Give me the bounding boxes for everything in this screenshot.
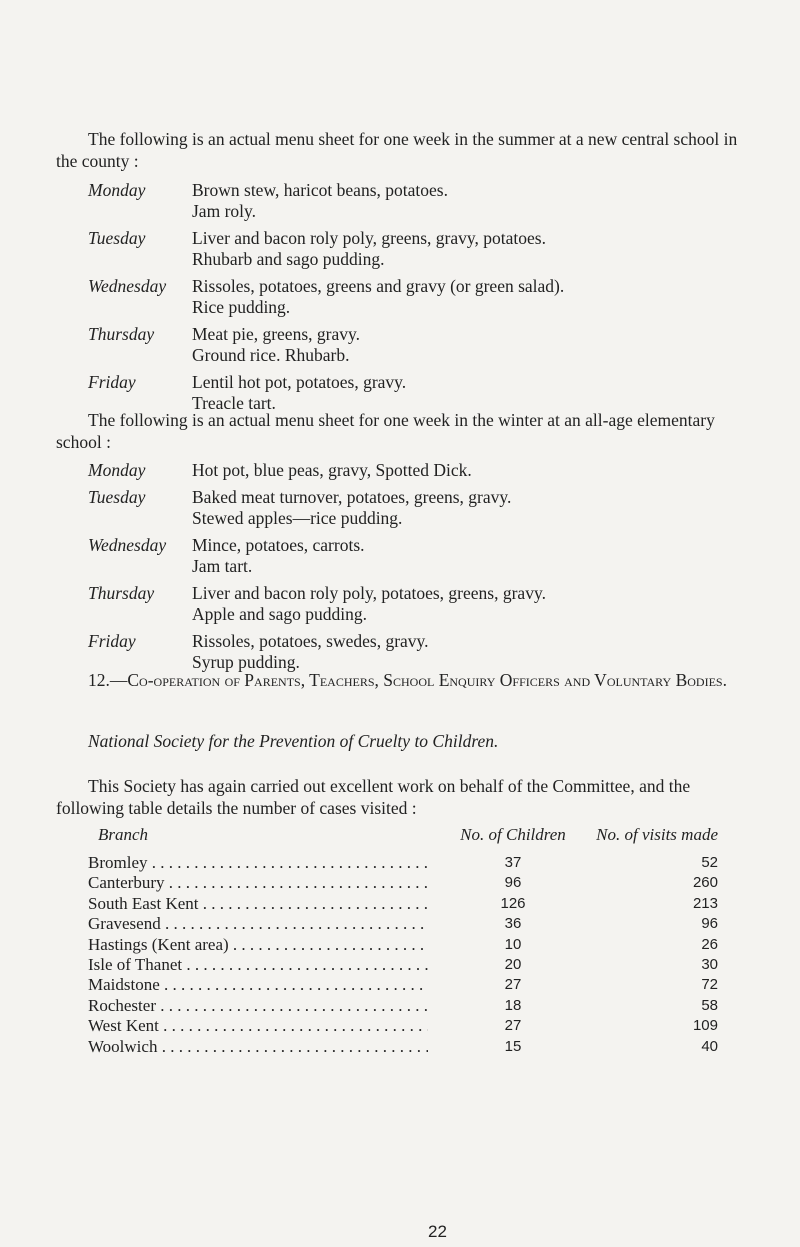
visits-count: 40 (701, 1037, 718, 1055)
branch-name: Hastings (Kent area) . . . (88, 935, 428, 955)
visits-count: 96 (701, 915, 718, 933)
menu-dishes (192, 631, 768, 673)
menu-day: Monday (88, 460, 146, 480)
menu-dish-line: Baked meat turnover, potatoes, greens, gravy. (192, 487, 512, 507)
menu-dish-line: Treacle tart. (192, 393, 276, 413)
menu-dish-line: Rice pudding. (192, 297, 291, 317)
menu-dish-line: Liver and bacon roly poly, potatoes, greens, gravy. (192, 583, 546, 603)
menu-dishes (192, 460, 768, 481)
branch-name: Bromley . . . (88, 853, 428, 873)
children-count: 18 (504, 996, 522, 1014)
visits-count: 109 (692, 1017, 718, 1035)
children-count: 15 (504, 1037, 522, 1055)
menu-dish-line: Ground rice. Rhubarb. (192, 345, 350, 365)
menu-dish-line: Stewed apples—rice pudding. (192, 508, 403, 528)
menu-row (88, 460, 768, 481)
menu-dishes (192, 324, 768, 366)
menu-dish-line: Rissoles, potatoes, greens and gravy (or green salad). (192, 276, 565, 296)
page-number: 22 (428, 1222, 447, 1241)
menu-dishes (192, 535, 768, 577)
menu-dishes (192, 372, 768, 414)
branch-name: Isle of Thanet . . . (88, 955, 428, 975)
menu-row (88, 324, 768, 366)
branch-name: West Kent . . . (88, 1016, 428, 1036)
summer-menu (88, 180, 768, 420)
intro-winter: The following is an actual menu sheet for one week in the winter at an all-age elementary school : (56, 410, 715, 452)
children-count: 126 (500, 894, 526, 912)
menu-day: Friday (88, 372, 136, 392)
menu-dishes (192, 228, 768, 270)
menu-day: Friday (88, 631, 136, 651)
menu-dish-line: Meat pie, greens, gravy. (192, 324, 360, 344)
menu-dish-line: Syrup pudding. (192, 652, 300, 672)
menu-row (88, 372, 768, 414)
branch-name: Maidstone . . . (88, 975, 428, 995)
menu-row (88, 228, 768, 270)
menu-day: Thursday (88, 583, 155, 603)
society-title: National Society for the Prevention of Cruelty to Children. (88, 731, 499, 751)
table-row (88, 955, 722, 975)
section-heading: 12.—Co-operation of Parents, Teachers, School Enquiry Officers and Voluntary Bodies. (88, 670, 727, 690)
menu-dish-line: Liver and bacon roly poly, greens, gravy, potatoes. (192, 228, 546, 248)
menu-row (88, 535, 768, 577)
branch-name: South East Kent . . . (88, 894, 428, 914)
menu-dish-line: Apple and sago pudding. (192, 604, 367, 624)
table-header-row (88, 825, 722, 853)
visits-count: 52 (701, 854, 718, 871)
visits-count: 72 (701, 976, 718, 994)
table-row (88, 853, 722, 873)
table-row (88, 894, 722, 914)
children-count: 27 (504, 1017, 522, 1035)
table-row (88, 873, 722, 893)
menu-dish-line: Rhubarb and sago pudding. (192, 249, 385, 269)
table-row (88, 975, 722, 995)
menu-dish-line: Brown stew, haricot beans, potatoes. (192, 180, 448, 200)
winter-menu (88, 460, 768, 679)
menu-day: Tuesday (88, 487, 146, 507)
menu-dishes (192, 180, 768, 222)
children-count: 27 (504, 976, 522, 994)
table-row (88, 935, 722, 955)
society-text: This Society has again carried out excellent work on behalf of the Committee, and the following table details the number of cases visited : (56, 776, 691, 818)
table-row (88, 1016, 722, 1036)
menu-dish-line: Jam tart. (192, 556, 253, 576)
header-children: No. of Children (460, 825, 566, 844)
menu-row (88, 487, 768, 529)
branch-name: Rochester . . . (88, 996, 428, 1016)
menu-row (88, 583, 768, 625)
children-count: 96 (504, 874, 522, 892)
visits-count: 260 (692, 874, 718, 892)
header-branch: Branch (98, 825, 149, 844)
table-row (88, 996, 722, 1016)
menu-row (88, 276, 768, 318)
menu-day: Wednesday (88, 535, 167, 555)
menu-dish-line: Jam roly. (192, 201, 256, 221)
table-row (88, 1037, 722, 1057)
menu-row (88, 631, 768, 673)
branch-name: Gravesend . . . (88, 914, 428, 934)
children-count: 10 (504, 935, 522, 953)
branch-name: Woolwich . . . (88, 1037, 428, 1057)
menu-dishes (192, 583, 768, 625)
children-count: 37 (504, 854, 522, 871)
intro-summer: The following is an actual menu sheet for one week in the summer at a new central school in the county : (56, 129, 738, 171)
header-visits: No. of visits made (596, 825, 718, 844)
menu-dishes (192, 276, 768, 318)
visits-count: 30 (701, 956, 718, 974)
cases-table (88, 825, 722, 1057)
branch-name: Canterbury . . . (88, 873, 428, 893)
menu-dish-line: Rissoles, potatoes, swedes, gravy. (192, 631, 429, 651)
menu-dish-line: Mince, potatoes, carrots. (192, 535, 365, 555)
menu-row (88, 180, 768, 222)
children-count: 36 (504, 915, 522, 933)
visits-count: 26 (701, 935, 718, 953)
menu-day: Monday (88, 180, 146, 200)
menu-dish-line: Hot pot, blue peas, gravy, Spotted Dick. (192, 460, 472, 480)
visits-count: 213 (692, 894, 718, 912)
menu-dishes (192, 487, 768, 529)
visits-count: 58 (701, 996, 718, 1014)
menu-day: Thursday (88, 324, 155, 344)
table-row (88, 914, 722, 934)
menu-day: Tuesday (88, 228, 146, 248)
children-count: 20 (504, 956, 522, 974)
menu-dish-line: Lentil hot pot, potatoes, gravy. (192, 372, 407, 392)
menu-day: Wednesday (88, 276, 167, 296)
